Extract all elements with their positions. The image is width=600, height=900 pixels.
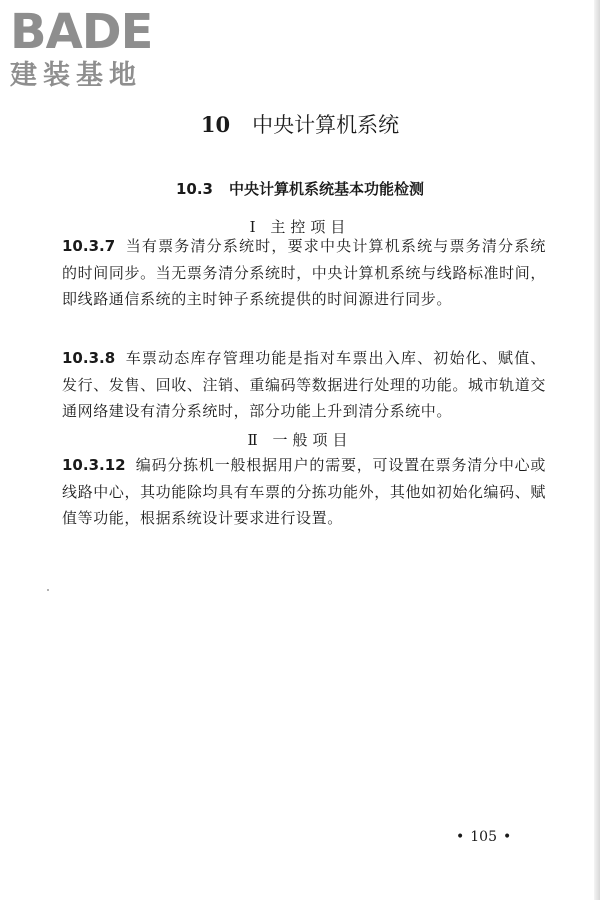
chapter-number: 10 — [200, 112, 231, 137]
clause-text: 当有票务清分系统时，要求中央计算机系统与票务清分系统的时间同步。当无票务清分系统时，中央计算机系统与线路标准时间，即线路通信系统的主时钟子系统提供的时间源进行同步。 — [62, 237, 546, 308]
group-heading-general: Ⅱ 一般项目 — [247, 431, 353, 449]
group-heading-main: Ⅰ 主控项目 — [249, 218, 351, 236]
logo-wordmark: BADE — [10, 4, 153, 60]
logo-subtitle: 建装基地 — [10, 60, 142, 91]
clause-text: 车票动态库存管理功能是指对车票出入库、初始化、赋值、发行、发售、回收、注销、重编码等数据进行处理的功能。城市轨道交通网络建设有清分系统时，部分功能上升到清分系统中。 — [62, 349, 546, 420]
page-number: • 105 • — [456, 829, 512, 845]
clause-number: 10.3.8 — [62, 349, 116, 367]
watermark-logo — [10, 4, 180, 96]
clause-text: 编码分拣机一般根据用户的需要，可设置在票务清分中心或线路中心，其功能除均具有车票的分拣功能外，其他如初始化编码、赋值等功能，根据系统设计要求进行设置。 — [62, 456, 546, 527]
clause-10-3-8 — [62, 345, 546, 425]
clause-number: 10.3.12 — [62, 456, 126, 474]
page-number-value: 105 — [470, 829, 497, 845]
chapter-title — [0, 111, 600, 139]
clause-number: 10.3.7 — [62, 237, 116, 255]
clause-10-3-12 — [62, 452, 546, 532]
chapter-title-text: 中央计算机系统 — [252, 113, 400, 137]
section-title — [0, 178, 600, 200]
scan-speck — [47, 589, 49, 591]
section-title-text: 中央计算机系统基本功能检测 — [229, 180, 425, 198]
clause-10-3-7 — [62, 233, 546, 313]
section-number: 10.3 — [175, 180, 213, 198]
